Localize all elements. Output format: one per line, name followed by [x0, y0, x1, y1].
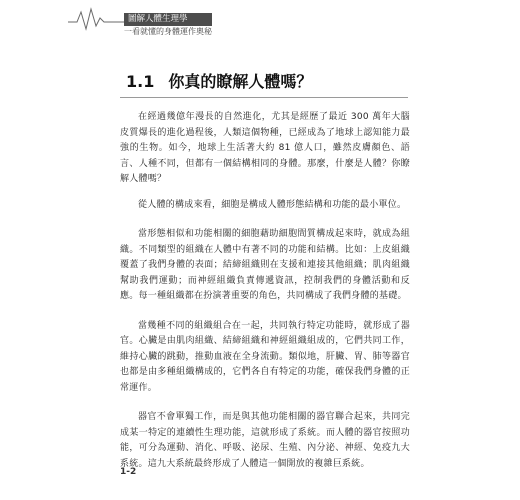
section-title-text: 你真的瞭解人體嗎？ — [168, 72, 313, 91]
paragraph: 當幾種不同的組織組合在一起，共同執行特定功能時，就形成了器官。心臟是由肌肉組織、結締組織和神經組織組成的，它們共同工作，維持心臟的跳動，推動血液在全身流動。類似地，肝臟、胃、肺等器官也都是由多種組織構成的，它們各自有特定的功能，確保我們身體的正常運作。 — [120, 320, 410, 393]
body-text — [120, 110, 410, 482]
heartbeat-wave-icon — [68, 6, 126, 32]
chapter-tab: 圖解人體生理學 — [124, 13, 212, 26]
paragraph: 當形態相似和功能相關的細胞藉助細胞間質構成起來時，就成為組織。不同類型的組織在人體中有著不同的功能和結構。比如：上皮組織覆蓋了我們身體的表面；結締組織則在支援和連接其他組織；肌肉組織幫助我們運動；而神經組織負責傳遞資訊，控制我們的身體活動和反應。每一種組織都在扮演著重要的角色，共同構成了我們身體的基礎。 — [120, 229, 410, 301]
running-header — [0, 0, 520, 40]
heading-divider — [120, 97, 408, 98]
page-number: 1-2 — [120, 467, 137, 477]
section-number: 1.1 — [126, 72, 155, 91]
paragraph: 從人體的構成來看，細胞是構成人體形態結構和功能的最小單位。 — [138, 199, 407, 210]
header-subtitle: 一看就懂的身體運作奧秘 — [124, 27, 212, 36]
section-heading — [126, 72, 312, 92]
paragraph: 器官不會單獨工作，而是與其他功能相關的器官聯合起來，共同完成某一特定的連續性生理功能，這就形成了系統。而人體的器官按照功能，可分為運動、消化、呼吸、泌尿、生殖、內分泌、神經、免疫九大系統。這九大系統最終形成了人體這一個開放的複雜巨系統。 — [120, 412, 410, 469]
paragraph: 在經過幾億年漫長的自然進化，尤其是經歷了最近 300 萬年大腦皮質爆長的進化過程後，人類這個物種，已經成為了地球上認知能力最強的生物。如今，地球上生活著大約 81 億人口，雖然皮膚顏色、語言、人種不同，但都有一個結構相同的身體。那麼，什麼是人體？你瞭解人體嗎？ — [120, 112, 410, 184]
